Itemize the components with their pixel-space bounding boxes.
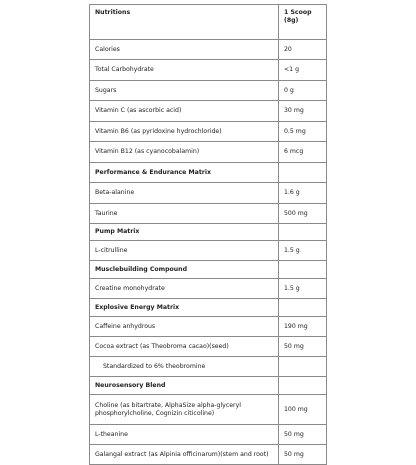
nutrient-amount xyxy=(279,357,327,377)
nutrient-name: Cocoa extract (as Theobroma cacao)(seed) xyxy=(90,337,279,357)
nutrient-name: Creatine monohydrate xyxy=(90,279,279,299)
nutrient-amount: 50 mg xyxy=(279,337,327,357)
nutrient-name: Beta-alanine xyxy=(90,183,279,204)
table-row xyxy=(90,40,327,60)
table-row xyxy=(90,337,327,357)
nutrition-table xyxy=(89,4,327,465)
nutrient-name: Vitamin B6 (as pyridoxine hydrochloride) xyxy=(90,122,279,142)
table-row xyxy=(90,445,327,465)
table-section-row xyxy=(90,224,327,241)
table-row xyxy=(90,279,327,299)
nutrient-amount: 6 mcg xyxy=(279,142,327,163)
table-section-row xyxy=(90,163,327,183)
nutrient-amount: 50 mg xyxy=(279,445,327,465)
nutrient-amount: 500 mg xyxy=(279,204,327,224)
nutrient-name: L-theanine xyxy=(90,425,279,445)
table-row xyxy=(90,101,327,122)
nutrient-amount: 100 mg xyxy=(279,395,327,425)
table-section-row xyxy=(90,377,327,395)
table-row xyxy=(90,425,327,445)
nutrient-name: Total Carbohydrate xyxy=(90,60,279,81)
nutrient-amount xyxy=(279,299,327,317)
nutrient-name: L-citrulline xyxy=(90,241,279,261)
section-name: Musclebuilding Compound xyxy=(90,261,279,279)
table-row xyxy=(90,241,327,261)
table-row xyxy=(90,395,327,425)
nutrient-amount: 0 g xyxy=(279,81,327,101)
nutrient-amount: 1.5 g xyxy=(279,279,327,299)
nutrient-amount: 190 mg xyxy=(279,317,327,337)
nutrient-amount xyxy=(279,261,327,279)
table-row xyxy=(90,204,327,224)
nutrient-name: Calories xyxy=(90,40,279,60)
table-row xyxy=(90,122,327,142)
section-name: Performance & Endurance Matrix xyxy=(90,163,279,183)
nutrient-column-header: Nutritions xyxy=(90,5,279,40)
table-row xyxy=(90,183,327,204)
section-name: Neurosensory Blend xyxy=(90,377,279,395)
table-row xyxy=(90,60,327,81)
table-section-row xyxy=(90,299,327,317)
section-name: Pump Matrix xyxy=(90,224,279,241)
amount-column-header: 1 Scoop (8g) xyxy=(279,5,327,40)
nutrient-amount xyxy=(279,163,327,183)
nutrient-name: Taurine xyxy=(90,204,279,224)
nutrient-amount: 20 xyxy=(279,40,327,60)
table-row xyxy=(90,317,327,337)
section-name: Explosive Energy Matrix xyxy=(90,299,279,317)
nutrient-amount: 1.5 g xyxy=(279,241,327,261)
nutrient-name: Galangal extract (as Alpinia officinarum)(stem and root) xyxy=(90,445,279,465)
nutrient-amount: 1.6 g xyxy=(279,183,327,204)
nutrient-amount: 50 mg xyxy=(279,425,327,445)
nutrient-amount: <1 g xyxy=(279,60,327,81)
table-row xyxy=(90,142,327,163)
nutrient-amount: 30 mg xyxy=(279,101,327,122)
nutrient-name: Vitamin C (as ascorbic acid) xyxy=(90,101,279,122)
nutrient-name: Caffeine anhydrous xyxy=(90,317,279,337)
table-row xyxy=(90,81,327,101)
nutrient-amount xyxy=(279,224,327,241)
nutrient-amount xyxy=(279,377,327,395)
table-header-row xyxy=(90,5,327,40)
nutrient-name: Choline (as bitartrate, AlphaSize alpha-glyceryl phosphorylcholine, Cognizin citicoline) xyxy=(90,395,279,425)
nutrient-name: Vitamin B12 (as cyanocobalamin) xyxy=(90,142,279,163)
table-section-row xyxy=(90,261,327,279)
nutrient-name: Standardized to 6% theobromine xyxy=(90,357,279,377)
nutrient-name: Sugars xyxy=(90,81,279,101)
nutrient-amount: 0.5 mg xyxy=(279,122,327,142)
table-row xyxy=(90,357,327,377)
